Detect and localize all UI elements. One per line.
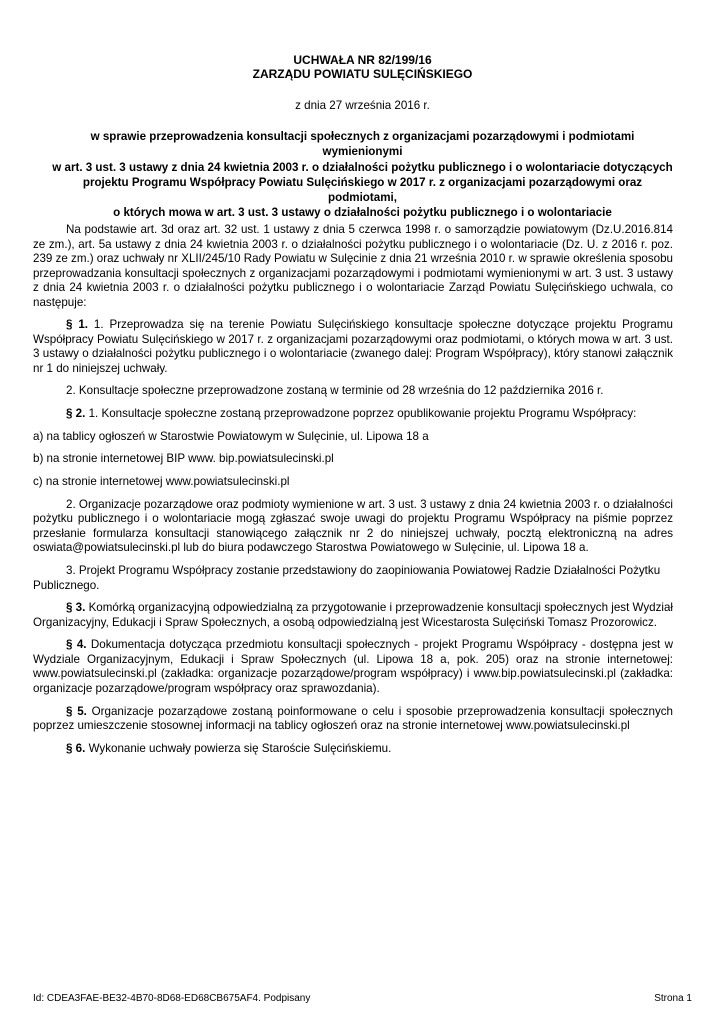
resolution-title <box>0 53 725 81</box>
preamble: Na podstawie art. 3d oraz art. 32 ust. 1 ustawy z dnia 5 czerwca 1998 r. o samorządzie powiatowym (Dz.U.2016.814 ze zm.), art. 5a ustawy z dnia 24 kwietnia 2003 r. o działalności pożytku publicznego i o wolontariacie (Dz. U. z 2016 r. poz. 239 ze zm.) oraz uchwały nr XLII/245/10 Rady Powiatu w Sulęcinie z dnia 21 września 2010 r. w sprawie określenia sposobu przeprowadzania konsultacji społecznych z organizacjami pozarządowymi i podmiotami wymienionymi w art. 3 ust. 3 ustawy z dnia 24 kwietnia 2003 r. o działalności pożytku publicznego i o wolontariacie Zarząd Powiatu Sulęcińskiego uchwala, co następuje: <box>33 223 673 309</box>
section-3 <box>33 601 673 630</box>
section-4 <box>33 638 673 696</box>
resolution-body <box>33 223 673 764</box>
section-6-text: Wykonanie uchwały powierza się Staroście Sulęcińskiemu. <box>85 741 392 755</box>
section-2-paragraph-1 <box>33 407 673 422</box>
section-2-item-c: c) na stronie internetowej www.powiatsulecinski.pl <box>33 475 290 489</box>
section-6 <box>33 742 673 757</box>
subject-line-1: w sprawie przeprowadzenia konsultacji społecznych z organizacjami pozarządowymi i podmiotami wymienionymi <box>90 130 635 159</box>
section-4-text: Dokumentacja dotycząca przedmiotu konsultacji społecznych - projekt Programu Współpracy - dostępna jest w Wydziale Organizacyjnym, Edukacji i Spraw Społecznych (ul. Lipowa 18 a, pok. 205) oraz na stronie internetowej: www.powiatsulecinski.pl (zakładka: organizacje pozarządowe/program współpracy) i www.bip.powiatsulecinski.pl (zakładka: organizacje pozarządowe/program współpracy oraz sprawozdania). <box>33 638 673 695</box>
subject-line-4: o których mowa w art. 3 ust. 3 ustawy o działalności pożytku publicznego i o wolontariacie <box>113 206 612 220</box>
title-line-issuer: ZARZĄDU POWIATU SULĘCIŃSKIEGO <box>252 67 473 81</box>
subject-line-3: projektu Programu Współpracy Powiatu Sulęcińskiego w 2017 r. z organizacjami pozarządowymi oraz podmiotami, <box>82 175 643 205</box>
section-2-item-b: b) na stronie internetowej BIP www. bip.powiatsulecinski.pl <box>33 452 334 466</box>
section-1-paragraph-2: 2. Konsultacje społeczne przeprowadzone zostaną w terminie od 28 września do 12 października 2016 r. <box>66 384 604 398</box>
footer-page-number: Strona 1 <box>654 993 692 1004</box>
section-5-text: Organizacje pozarządowe zostaną poinformowane o celu i sposobie przeprowadzenia konsultacji społecznych poprzez umieszczenie stosownej informacji na tablicy ogłoszeń oraz na stronie internetowej www.powiatsulecinski.pl <box>33 704 673 733</box>
section-5 <box>33 705 673 734</box>
section-5-label: § 5. <box>66 704 87 718</box>
footer-document-id: Id: CDEA3FAE-BE32-4B70-8D68-ED68CB675AF4. Podpisany <box>33 993 311 1004</box>
section-2-item-a: a) na tablicy ogłoszeń w Starostwie Powiatowym w Sulęcinie, ul. Lipowa 18 a <box>33 429 429 443</box>
section-2-paragraph-2: 2. Organizacje pozarządowe oraz podmioty wymienione w art. 3 ust. 3 ustawy z dnia 24 kwietnia 2003 r. o działalności pożytku publicznego i o wolontariacie mogą zgłaszać swoje uwagi do projektu Programu Współpracy na piśmie poprzez przesłanie formularza konsultacji stanowiącego załącznik nr 2 do niniejszej uchwały, pocztą elektroniczną na adres oswiata@powiatsulecinski.pl lub do biura podawczego Starostwa Powiatowego w Sulęcinie, ul. Lipowa 18 a. <box>33 497 673 555</box>
section-2-label: § 2. <box>66 407 86 421</box>
section-3-label: § 3. <box>66 601 86 615</box>
subject-line-2: w art. 3 ust. 3 ustawy z dnia 24 kwietnia 2003 r. o działalności pożytku publicznego i o wolontariacie dotyczących <box>52 160 673 174</box>
section-2-text: 1. Konsultacje społeczne zostaną przeprowadzone poprzez opublikowanie projektu Programu Współpracy: <box>85 407 637 421</box>
section-6-label: § 6. <box>66 741 86 755</box>
resolution-subject <box>52 129 673 221</box>
section-1-text: 1. Przeprowadza się na terenie Powiatu Sulęcińskiego konsultacje społeczne dotyczące projektu Programu Współpracy Powiatu Sulęcińskiego w 2017 r. z organizacjami pozarządowymi oraz podmiotami, o których mowa w art. 3 ust. 3 ustawy o działalności pożytku publicznego i o wolontariacie (zwanego dalej: Program Współpracy), który stanowi załącznik nr 1 do niniejszej uchwały. <box>33 318 673 375</box>
title-line-number: UCHWAŁA NR 82/199/16 <box>293 53 432 67</box>
section-1-paragraph-1 <box>33 318 673 376</box>
resolution-date: z dnia 27 września 2016 r. <box>295 99 430 112</box>
section-2-paragraph-3: 3. Projekt Programu Współpracy zostanie przedstawiony do zaopiniowania Powiatowej Radzie Działalności Pożytku Publicznego. <box>33 564 661 592</box>
section-1-label: § 1. <box>66 318 89 332</box>
section-4-label: § 4. <box>66 638 87 652</box>
section-3-text: Komórką organizacyjną odpowiedzialną za przygotowanie i przeprowadzenie konsultacji społecznych jest Wydział Organizacyjny, Edukacji i Spraw Społecznych, a osobą odpowiedzialną jest Wicestarosta Sulęciński Tomasz Prozorowicz. <box>33 601 673 629</box>
